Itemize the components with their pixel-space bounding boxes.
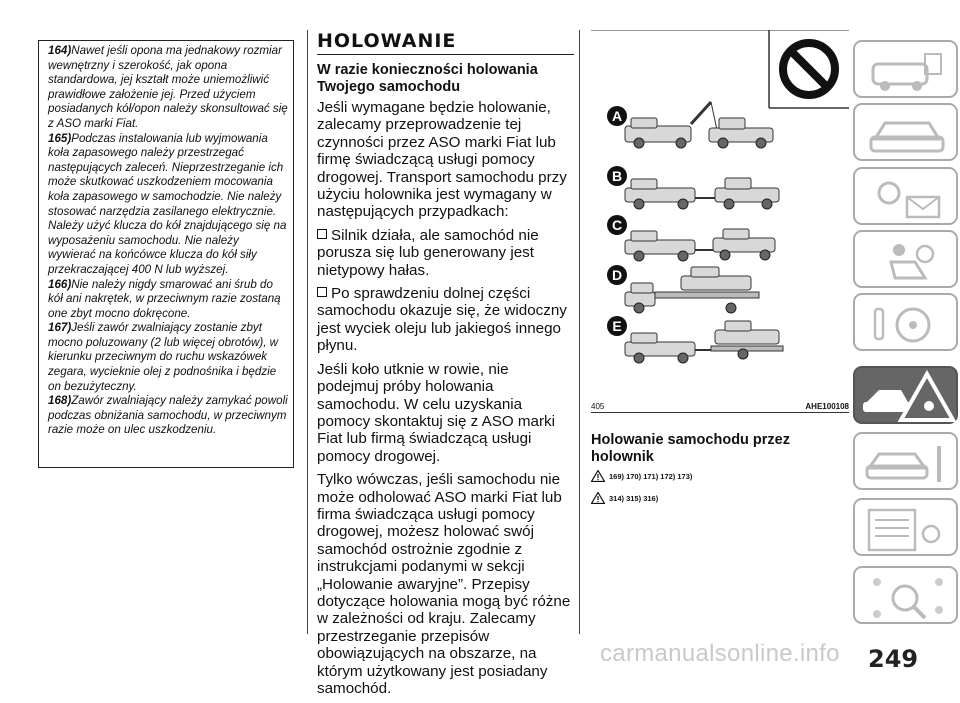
towing-section [317, 30, 574, 703]
tab-dashboard[interactable] [853, 103, 958, 161]
section-title: HOLOWANIE [317, 30, 574, 55]
bullet-item: Silnik działa, ale samochód nie porusza się lub generowany jest nietypowy hałas. [317, 226, 539, 279]
towing-row-b [625, 178, 779, 209]
steering-icon [855, 295, 960, 353]
page-number: 249 [868, 645, 919, 673]
airbag-person-icon [855, 232, 960, 290]
figure-code: AHE100108 [805, 402, 849, 411]
service-car-icon [855, 434, 960, 492]
note-168: 168)Zawór zwalniający należy zamykać powoli podczas obniżania samochodu, w przeciwnym razie może on ulec uszkodzeniu. [48, 394, 288, 437]
note-165: 165)Podczas instalowania lub wyjmowania koła zapasowego należy przestrzegać następujących zaleceń. Nieprzestrzeganie ich może skutkować uszkodzeniem mocowania koła zapasowego w samochodzie. Nie należy stosować narzędzia zasilanego elektrycznie. Należy użyć klucza do kół znajdującego się na wyposażeniu samochodu. Nie należy wywierać na końcówce klucza do kół siły przekraczającej 400 N lub wyższej. [48, 131, 287, 276]
figure-rule [591, 412, 849, 413]
towing-row-e [625, 321, 783, 363]
bullet-item: Po sprawdzeniu dolnej części samochodu okazuje się, że widoczny jest wyciek oleju lub jakiegoś innego płynu. [317, 285, 567, 355]
label-c: C [611, 217, 623, 233]
label-d: D [611, 267, 623, 283]
watermark: carmanualsonline.info [600, 640, 840, 667]
tow-truck-heading: Holowanie samochodu przez holownik [591, 432, 790, 465]
checklist-icon [855, 500, 960, 558]
warning-triangle-icon [591, 492, 605, 504]
warning-reference-1: 169) 170) 171) 172) 173) [591, 470, 692, 482]
towing-row-a [625, 102, 773, 148]
square-bullet-icon [317, 229, 327, 239]
tab-safety[interactable] [853, 230, 958, 288]
warning-reference-2: 314) 315) 316) [591, 492, 658, 504]
figure-number: 405 [591, 402, 605, 411]
column-divider [307, 30, 308, 634]
index-letters-icon [855, 568, 960, 626]
tab-service[interactable] [853, 432, 958, 490]
tab-driving[interactable] [853, 293, 958, 351]
tab-lights[interactable] [853, 167, 958, 225]
paragraph-ditch: Jeśli koło utknie w rowie, nie podejmuj próby holowania samochodu. W celu uzyskania pomocy skontaktuj się z ASO marki Fiat lub firmą świadczącą usługi pomocy drogowej. [317, 360, 556, 465]
towing-row-c [625, 229, 775, 261]
towing-methods-figure [591, 30, 849, 425]
square-bullet-icon [317, 287, 327, 297]
subsection-title: W razie konieczności holowania Twojego samochodu [317, 62, 538, 95]
warning-triangle-icon [591, 470, 605, 482]
tab-emergency[interactable] [853, 366, 958, 424]
note-167: 167)Jeśli zawór zwalniający zostanie zbyt mocno poluzowany (2 lub więcej obrotów), w kierunku przeciwnym do ruchu wskazówek zegara, wycieknie olej z podnośnika i będzie on bezużyteczny. [48, 321, 279, 393]
tab-technical[interactable] [853, 498, 958, 556]
label-a: A [611, 108, 623, 124]
warnings-box [38, 40, 294, 468]
prohibited-icon [783, 43, 835, 95]
tab-index[interactable] [853, 566, 958, 624]
paragraph-emergency: Tylko wówczas, jeśli samochodu nie może odholować ASO marki Fiat lub firma świadcząca usługi pomocy drogowej, możesz holować swój samochód ostrożnie zgodnie z instrukcjami podanymi w sekcji „Holowanie awaryjne”. Przepisy dotyczące holowania mogą być różne w zależności od kraju. Zalecamy przestrzeganie przepisów obowiązujących na obszarze, na którym użytkowany jest posiadany samochód. [317, 471, 571, 697]
label-b: B [611, 168, 623, 184]
tab-car-info[interactable] [853, 40, 958, 98]
car-info-icon [855, 42, 960, 100]
note-164: 164)Nawet jeśli opona ma jednakowy rozmiar wewnętrzny i szerokość, jak opona standardowa, jej kształt może uniemożliwić prawidłowe założenie jej. Przed użyciem posiadanych kół/opon należy skonsultować się z ASO marki Fiat. [48, 44, 288, 130]
column-divider [579, 30, 580, 634]
emergency-warning-icon [855, 368, 960, 426]
intro-paragraph: Jeśli wymagane będzie holowanie, zalecamy przeprowadzenie tej czynności przez ASO marki Fiat lub firmę świadczącą usługi pomocy drogowej. Transport samochodu przy użyciu holownika jest wymagany w następujących przypadkach: [317, 99, 567, 221]
note-166: 166)Nie należy nigdy smarować ani śrub do kół ani nakrętek, w przeciwnym razie zostaną one zbyt mocno dokręcone. [48, 277, 281, 320]
lights-mail-icon [855, 169, 960, 227]
towing-row-d [625, 267, 759, 313]
dashboard-car-icon [855, 105, 960, 163]
label-e: E [612, 318, 622, 334]
